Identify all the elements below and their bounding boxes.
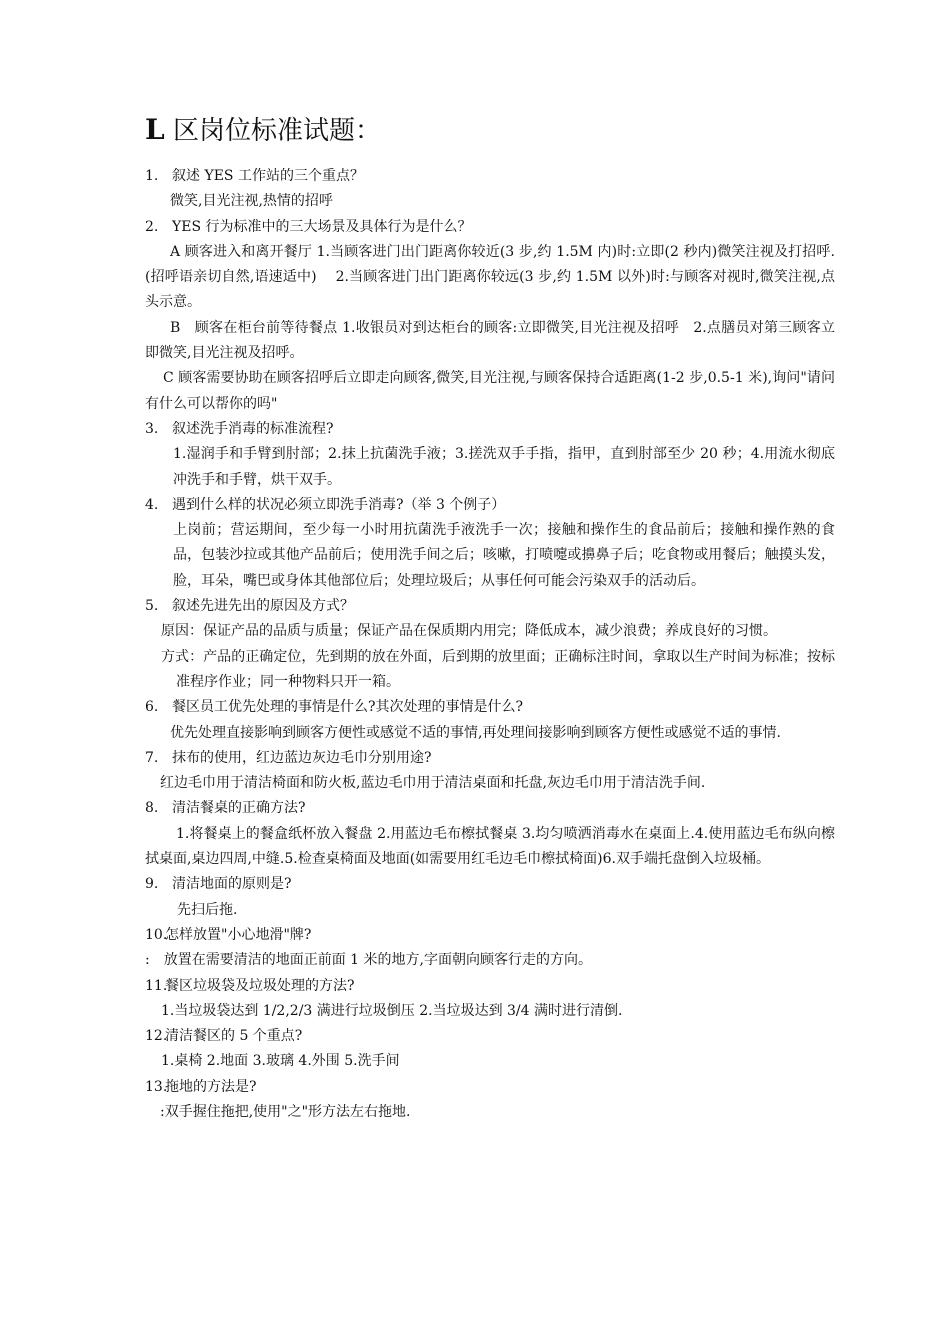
answer-10: : 放置在需要清洁的地面正前面 1 米的地方,字面朝向顾客行走的方向。	[145, 952, 592, 969]
question-number: 2.	[145, 218, 159, 235]
title-letter: L	[145, 113, 165, 146]
question-number: 3.	[145, 420, 159, 437]
question-text: 叙述 YES 工作站的三个重点？	[172, 168, 364, 184]
question-number: 11.	[145, 977, 168, 994]
answer-3: 1.湿润手和手臂到肘部；2.抹上抗菌洗手液；3.搓洗双手手指，指甲，直到肘部至少 20 秒；4.用流水彻底冲洗手和手臂，烘干双手。	[173, 446, 835, 488]
question-1	[145, 164, 835, 189]
question-number: 13.	[145, 1078, 168, 1095]
question-text: 餐区员工优先处理的事情是什么?其次处理的事情是什么?	[172, 699, 524, 716]
answer-13: :双手握住拖把,使用"之"形方法左右拖地.	[160, 1103, 411, 1120]
question-text: 怎样放置"小心地滑"牌?	[165, 926, 312, 943]
question-text: 清洁餐桌的正确方法?	[172, 800, 306, 817]
answer-6: 优先处理直接影响到顾客方便性或感觉不适的事情,再处理间接影响到顾客方便性或感觉不适的事情.	[170, 724, 781, 741]
question-13	[145, 1075, 835, 1100]
question-6	[145, 695, 835, 720]
question-number: 5.	[145, 598, 159, 615]
question-12	[145, 1024, 835, 1049]
question-3	[145, 417, 835, 442]
question-number: 6.	[145, 699, 159, 716]
question-8	[145, 796, 835, 821]
answer-2-scene-c: C 顾客需要协助在顾客招呼后立即走向顾客,微笑,目光注视,与顾客保持合适距离(1-2 步,0.5-1 米),询问"请问有什么可以帮你的吗"	[145, 370, 835, 412]
answer-1: 微笑,目光注视,热情的招呼	[170, 193, 333, 210]
answer-2-scene-b: B 顾客在柜台前等待餐点 1.收银员对到达柜台的顾客:立即微笑,目光注视及招呼 2.点膳员对第三顾客立即微笑,目光注视及招呼。	[145, 319, 835, 362]
title-text: 区岗位标准试题：	[172, 116, 381, 146]
answer-7: 红边毛巾用于清洁椅面和防火板,蓝边毛巾用于清洁桌面和托盘,灰边毛巾用于清洁洗手间.	[160, 775, 706, 792]
page-title	[145, 112, 381, 149]
question-number: 12.	[145, 1028, 168, 1045]
question-7	[145, 746, 835, 771]
question-number: 7.	[145, 749, 159, 766]
question-number: 1.	[145, 168, 159, 184]
question-text: 叙述洗手消毒的标准流程?	[172, 420, 334, 437]
answer-9: 先扫后拖.	[177, 901, 238, 918]
question-5	[145, 594, 835, 619]
question-text: 遇到什么样的状况必须立即洗手消毒?（举 3 个例子）	[172, 496, 506, 513]
question-2	[145, 215, 835, 240]
question-11	[145, 974, 835, 999]
answer-11: 1.当垃圾袋达到 1/2,2/3 满进行垃圾倒压 2.当垃圾达到 3/4 满时进行清倒.	[161, 1002, 623, 1019]
question-list	[145, 164, 835, 1125]
answer-4: 上岗前；营运期间，至少每一小时用抗菌洗手液洗手一次；接触和操作生的食品前后；接触和操作熟的食品，包装沙拉或其他产品前后；使用洗手间之后；咳嗽，打喷嚏或擤鼻子后；吃食物或用餐后；触摸头发，脸，耳朵，嘴巴或身体其他部位后；处理垃圾后；从事任何可能会污染双手的活动后。	[173, 522, 835, 589]
answer-2-scene-a: A 顾客进入和离开餐厅 1.当顾客进门出门距离你较近(3 步,约 1.5M 内)时:立即(2 秒内)微笑注视及打招呼.(招呼语亲切自然,语速适中) 2.当顾客进门出门距离你较远(3 步,约 1.5M 以外)时:与顾客对视时,微笑注视,点头示意。	[145, 243, 835, 311]
question-text: 拖地的方法是?	[165, 1078, 257, 1095]
question-9	[145, 872, 835, 897]
answer-5-reason: 原因：保证产品的品质与质量；保证产品在保质期内用完；降低成本，减少浪费；养成良好的习惯。	[161, 623, 777, 640]
question-text: 叙述先进先出的原因及方式？	[172, 598, 354, 615]
question-number: 9.	[145, 876, 159, 893]
question-text: YES 行为标准中的三大场景及具体行为是什么？	[172, 218, 472, 235]
answer-5-method: 方式：产品的正确定位，先到期的放在外面，后到期的放里面；正确标注时间，拿取以生产时间为标准；按标准程序作业；同一种物料只开一箱。	[161, 648, 835, 690]
question-text: 清洁地面的原则是?	[172, 876, 292, 893]
question-4	[145, 493, 835, 518]
question-number: 4.	[145, 496, 159, 513]
question-text: 抹布的使用，红边蓝边灰边毛巾分别用途?	[172, 749, 432, 766]
answer-12: 1.桌椅 2.地面 3.玻璃 4.外围 5.洗手间	[161, 1053, 400, 1070]
answer-8: 1.将餐桌上的餐盒纸杯放入餐盘 2.用蓝边毛布檫拭餐桌 3.均匀喷洒消毒水在桌面上.4.使用蓝边毛布纵向檫拭桌面,桌边四周,中缝.5.检查桌椅面及地面(如需要用红毛边毛巾檫拭椅面)6.双手端托盘倒入垃圾桶。	[145, 825, 835, 868]
question-number: 10.	[145, 926, 168, 943]
question-10	[145, 923, 835, 948]
question-number: 8.	[145, 800, 159, 817]
question-text: 餐区垃圾袋及垃圾处理的方法?	[165, 977, 355, 994]
question-text: 清洁餐区的 5 个重点?	[165, 1028, 303, 1045]
